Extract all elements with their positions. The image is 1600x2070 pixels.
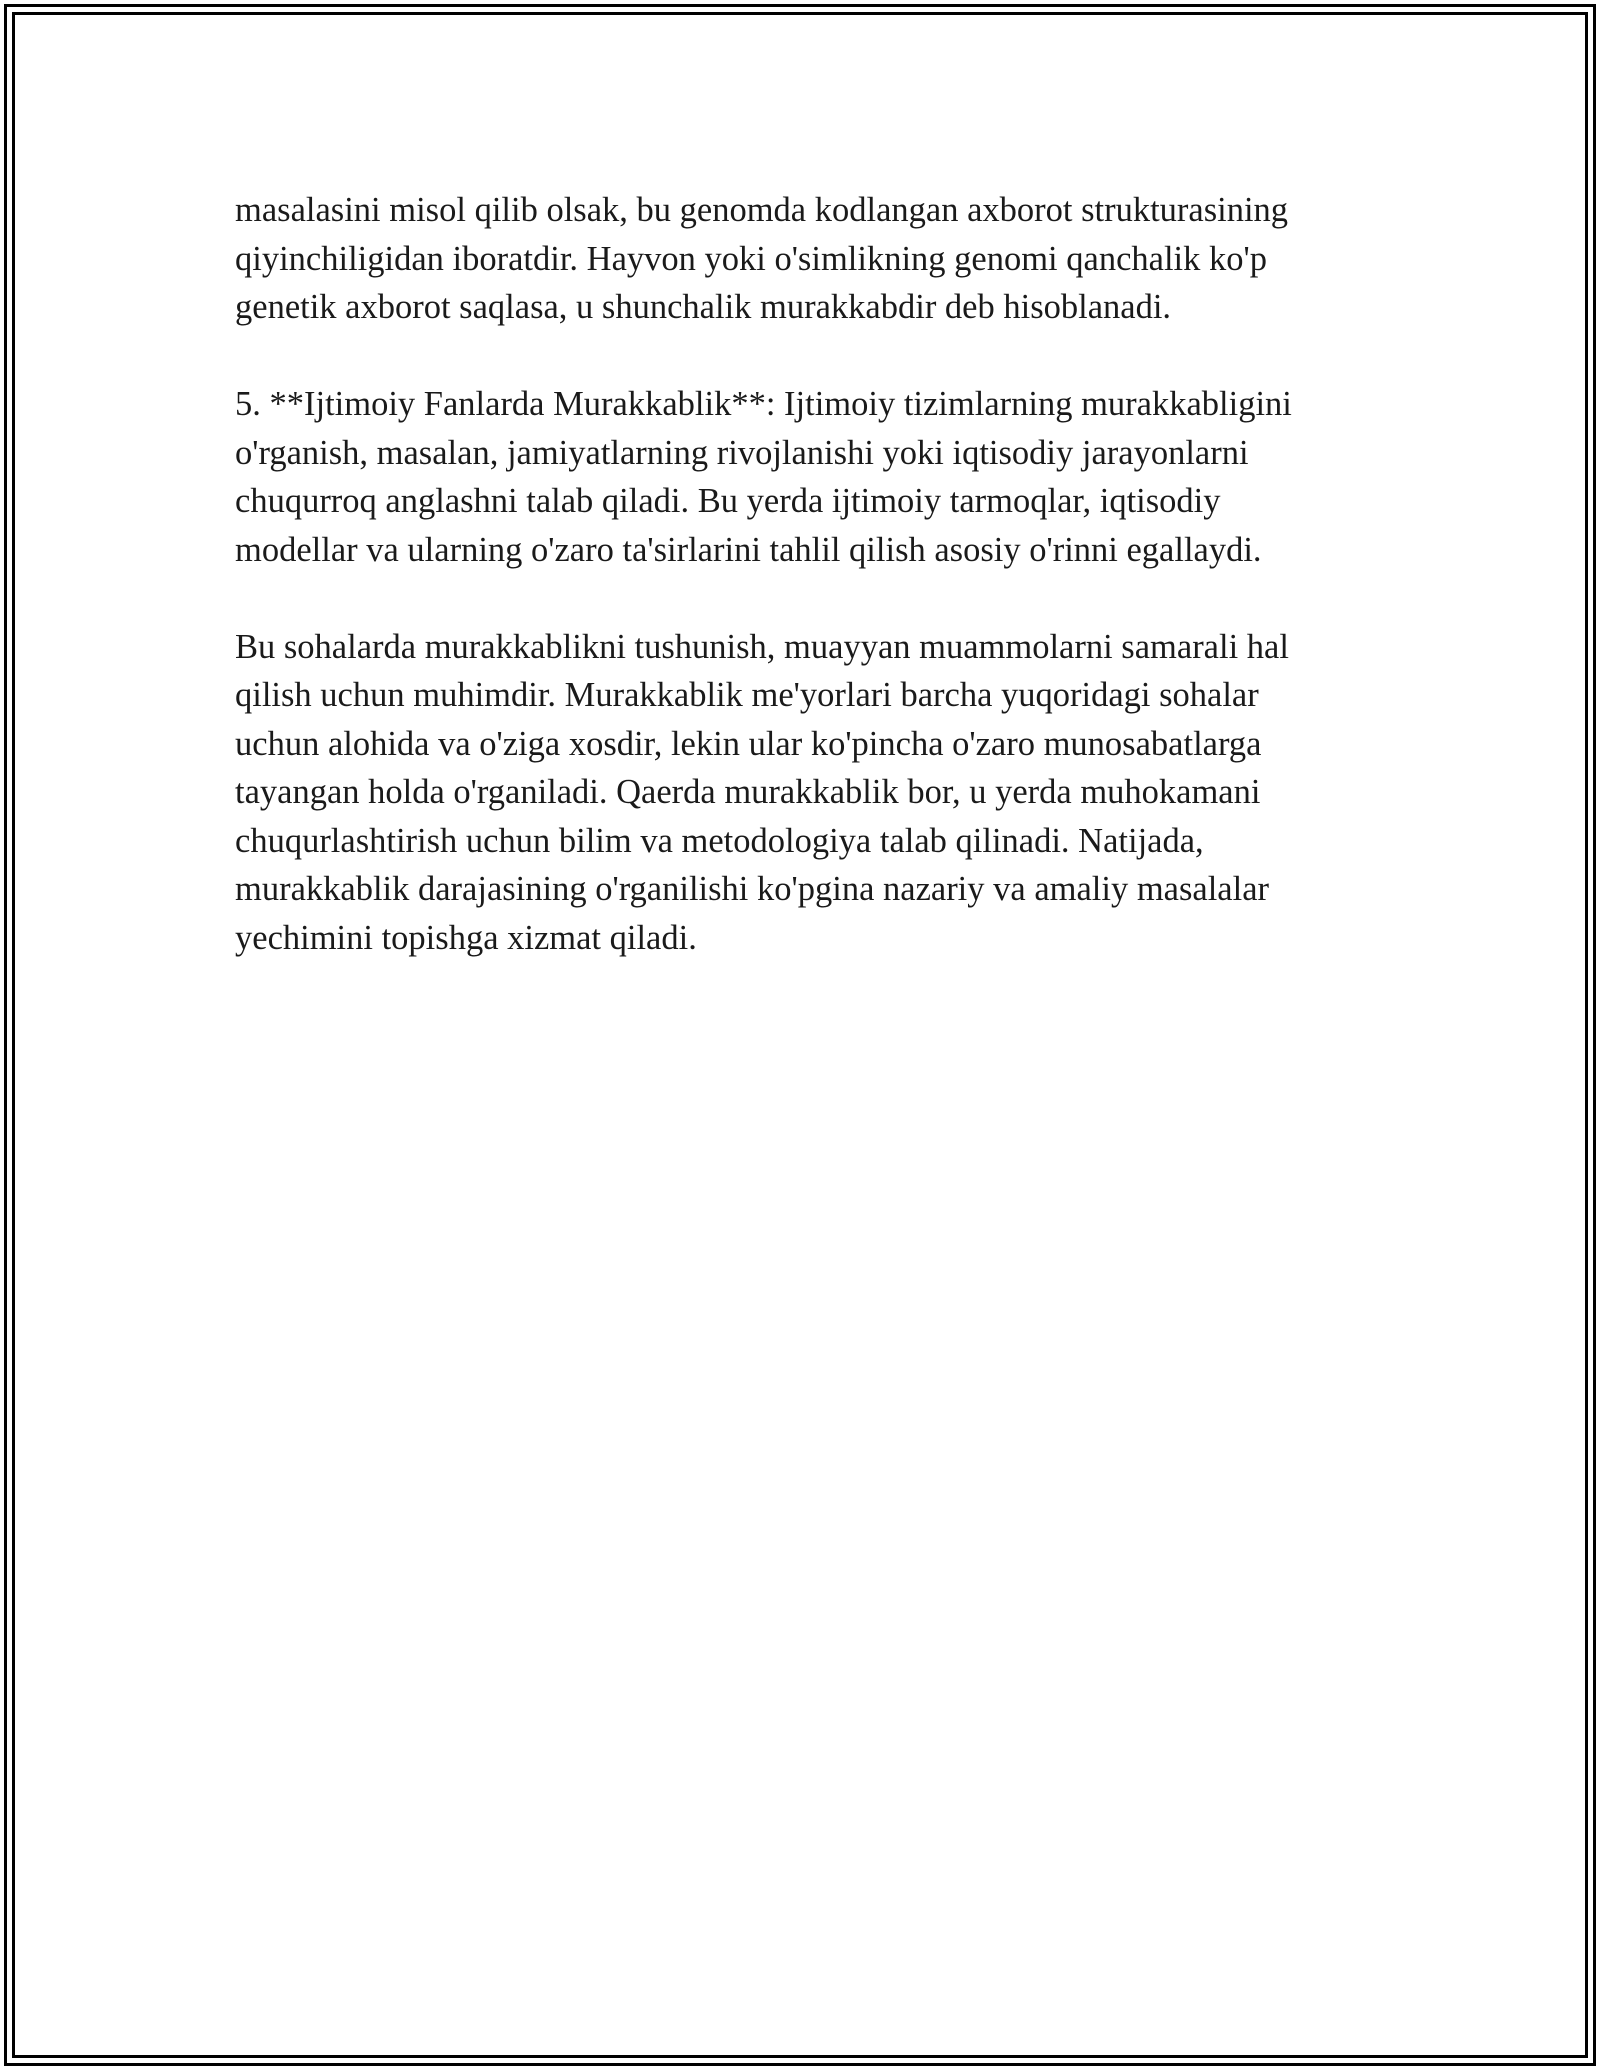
text-line: yechimini topishga xizmat qiladi. [235,918,697,957]
text-line: qiyinchiligidan iboratdir. Hayvon yoki o'simlikning genomi qanchalik ko'p [235,239,1267,278]
text-line: genetik axborot saqlasa, u shunchalik murakkabdir deb hisoblanadi. [235,288,1172,326]
text-line: chuqurroq anglashni talab qiladi. Bu yerda ijtimoiy tarmoqlar, iqtisodiy [235,482,1221,520]
text-line: modellar va ularning o'zaro ta'sirlarini tahlil qilish asosiy o'rinni egallaydi. [235,530,1262,569]
text-line: Bu sohalarda murakkablikni tushunish, muayyan muammolarni samarali hal [235,627,1289,666]
text-line: uchun alohida va o'ziga xosdir, lekin ular ko'pincha o'zaro munosabatlarga [235,724,1262,763]
text-line: tayangan holda o'rganiladi. Qaerda murakkablik bor, u yerda muhokamani [235,773,1261,811]
text-line: 5. **Ijtimoiy Fanlarda Murakkablik**: Ijtimoiy tizimlarning murakkabligini [235,385,1292,423]
paragraph-conclusion [235,623,1395,963]
document-body [235,186,1395,1011]
paragraph-genome-complexity [235,186,1395,332]
text-line: murakkablik darajasining o'rganilishi ko'pgina nazariy va amaliy masalalar [235,870,1270,908]
text-line: qilish uchun muhimdir. Murakkablik me'yorlari barcha yuqoridagi sohalar [235,676,1259,714]
text-line: masalasini misol qilib olsak, bu genomda kodlangan axborot strukturasining [235,191,1289,229]
text-line: chuqurlashtirish uchun bilim va metodologiya talab qilinadi. Natijada, [235,821,1204,860]
text-line: o'rganish, masalan, jamiyatlarning rivojlanishi yoki iqtisodiy jarayonlarni [235,433,1249,472]
paragraph-social-sciences [235,380,1395,574]
